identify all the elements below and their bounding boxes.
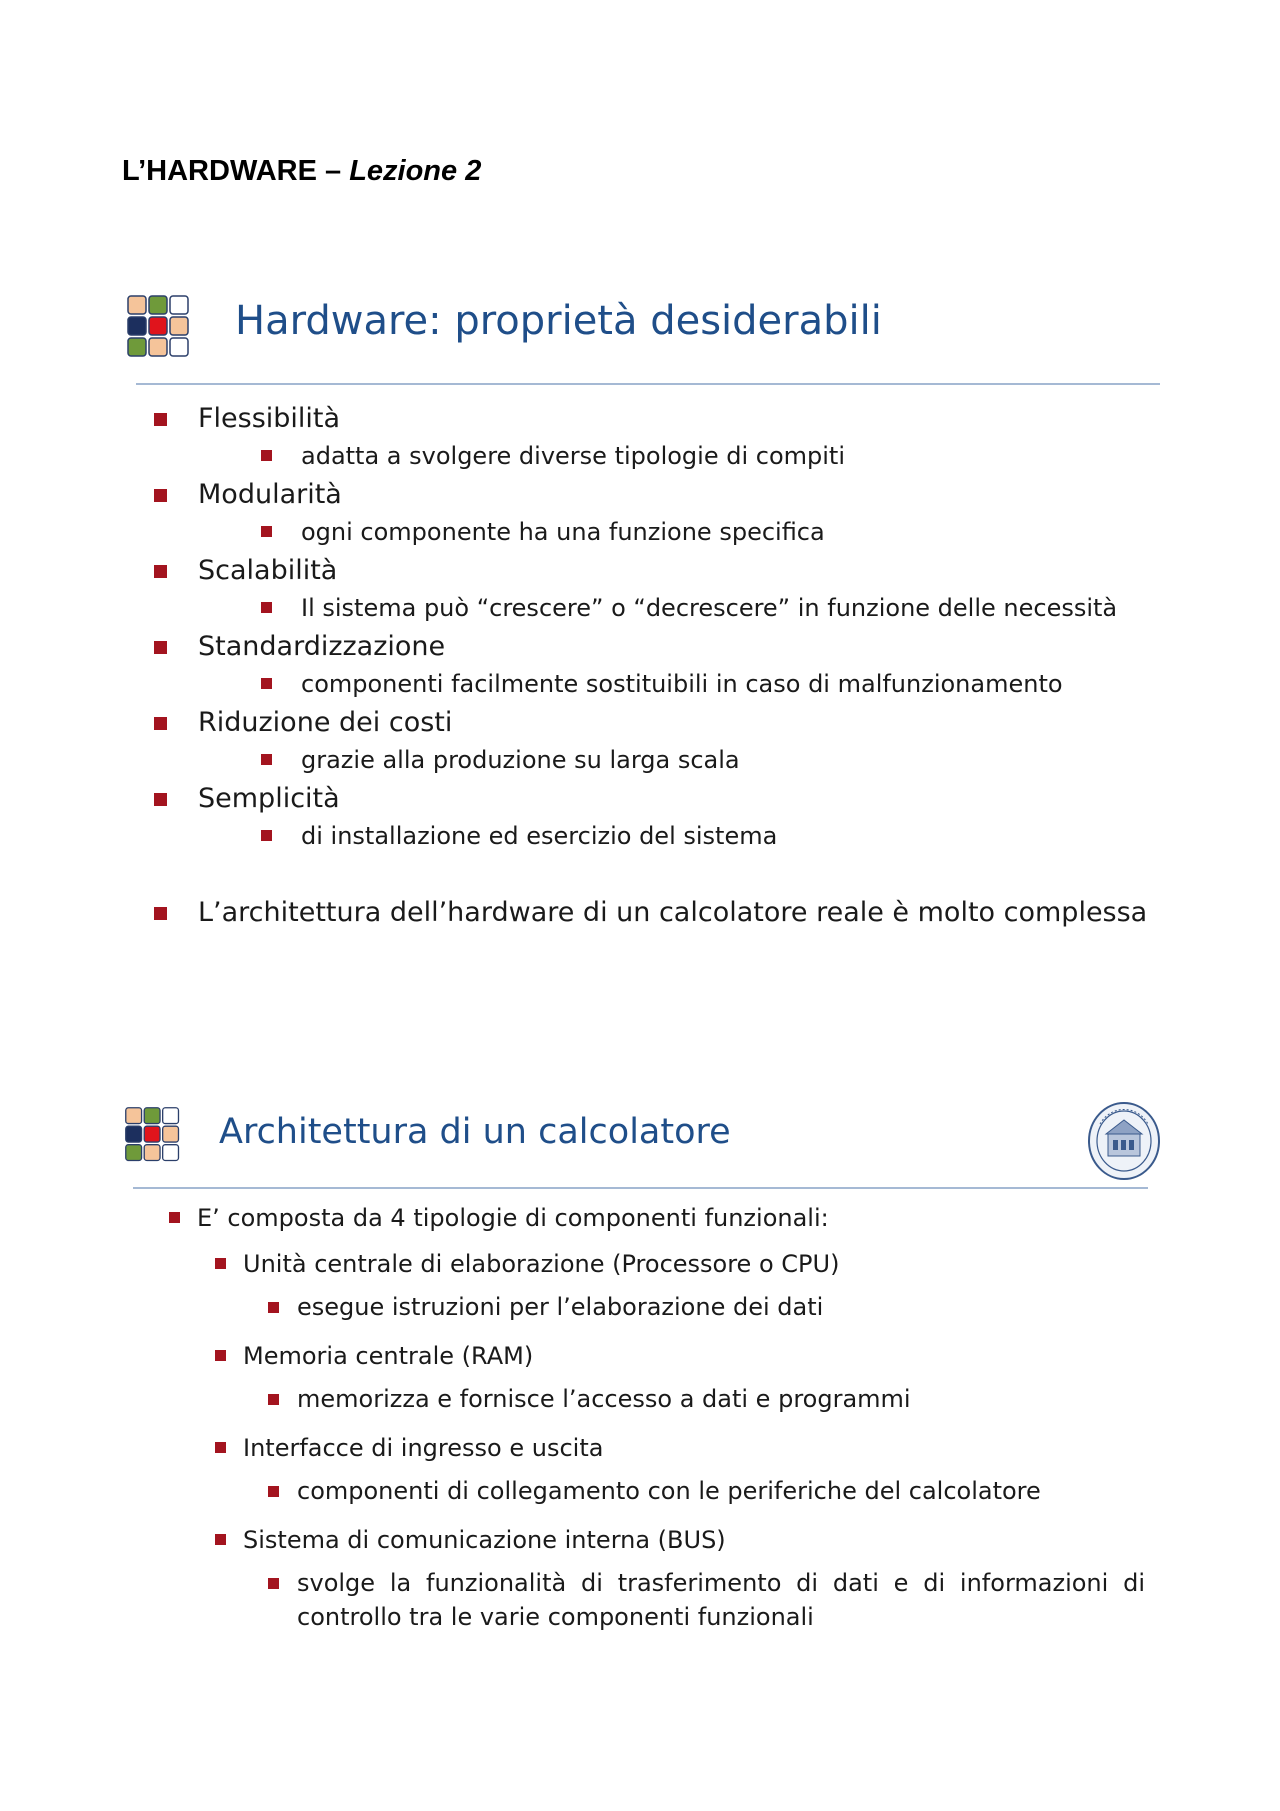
colored-squares-grid-icon: [126, 294, 192, 360]
property-label: Riduzione dei costi: [198, 707, 453, 738]
list-item: [150, 438, 1170, 476]
square-bullet-icon: [215, 1442, 226, 1453]
spacer: [150, 856, 1170, 894]
square-bullet-icon: [268, 1486, 279, 1497]
square-bullet-icon: [215, 1350, 226, 1361]
list-item: [165, 1336, 1145, 1416]
component-description: svolge la funzionalità di trasferimento di dati e di informazioni di controllo tra le varie componenti funzionali: [297, 1569, 1145, 1631]
square-bullet-icon: [154, 717, 167, 730]
list-item: [198, 438, 1170, 478]
list-item: [165, 1428, 1145, 1508]
property-description: adatta a svolgere diverse tipologie di compiti: [301, 442, 845, 470]
list-item: [198, 666, 1170, 706]
component-label: Memoria centrale (RAM): [243, 1342, 534, 1370]
property-label: Standardizzazione: [198, 631, 446, 662]
component-description: esegue istruzioni per l’elaborazione dei dati: [297, 1293, 824, 1321]
list-item: [150, 894, 1170, 932]
square-bullet-icon: [261, 450, 272, 461]
architecture-list: [165, 1198, 1145, 1646]
property-label: Scalabilità: [198, 555, 338, 586]
square-bullet-icon: [268, 1578, 279, 1589]
list-item: [165, 1198, 1145, 1634]
list-item: [198, 818, 1170, 858]
list-item: [198, 742, 1170, 782]
square-bullet-icon: [215, 1534, 226, 1545]
square-bullet-icon: [154, 907, 167, 920]
list-item: [150, 514, 1170, 552]
square-bullet-icon: [261, 754, 272, 765]
list-item: [198, 514, 1170, 554]
colored-squares-grid-icon: [124, 1106, 182, 1164]
list-item: [150, 818, 1170, 856]
property-description: ogni componente ha una funzione specifica: [301, 518, 825, 546]
square-bullet-icon: [154, 413, 167, 426]
list-item: [150, 476, 1170, 514]
square-bullet-icon: [154, 565, 167, 578]
document-title-main: L’HARDWARE –: [122, 155, 350, 187]
list-item: [150, 780, 1170, 818]
property-label: Flessibilità: [198, 403, 341, 434]
property-label: Semplicità: [198, 783, 340, 814]
list-item: [165, 1290, 1145, 1324]
square-bullet-icon: [261, 602, 272, 613]
university-seal-icon: [1086, 1100, 1162, 1186]
component-label: Unità centrale di elaborazione (Processore o CPU): [243, 1250, 840, 1278]
square-bullet-icon: [261, 678, 272, 689]
list-item: [150, 552, 1170, 590]
square-bullet-icon: [154, 489, 167, 502]
component-description: memorizza e fornisce l’accesso a dati e programmi: [297, 1385, 911, 1413]
square-bullet-icon: [268, 1302, 279, 1313]
list-item: [165, 1474, 1145, 1508]
square-bullet-icon: [154, 641, 167, 654]
document-title-lesson: Lezione 2: [349, 155, 482, 187]
square-bullet-icon: [261, 526, 272, 537]
property-description: componenti facilmente sostituibili in caso di malfunzionamento: [301, 670, 1063, 698]
title-divider: [136, 383, 1160, 385]
architecture-intro: E’ composta da 4 tipologie di componenti funzionali:: [197, 1204, 829, 1232]
component-label: Sistema di comunicazione interna (BUS): [243, 1526, 726, 1554]
list-item: [150, 400, 1170, 438]
list-item: [198, 590, 1170, 630]
property-description: Il sistema può “crescere” o “decrescere” in funzione delle necessità: [301, 594, 1118, 622]
slide-title: Hardware: proprietà desiderabili: [235, 298, 882, 344]
component-description: componenti di collegamento con le periferiche del calcolatore: [297, 1477, 1041, 1505]
list-item: [165, 1520, 1145, 1634]
list-item: [150, 590, 1170, 628]
title-divider: [133, 1187, 1148, 1189]
list-item: [165, 1244, 1145, 1324]
list-item: [150, 742, 1170, 780]
square-bullet-icon: [261, 830, 272, 841]
component-label: Interfacce di ingresso e uscita: [243, 1434, 604, 1462]
property-list: [150, 400, 1170, 932]
list-item: [165, 1566, 1145, 1634]
property-label: Modularità: [198, 479, 342, 510]
slide-title: Architettura di un calcolatore: [219, 1112, 731, 1152]
list-item: [150, 628, 1170, 666]
list-item: [150, 704, 1170, 742]
closing-statement: L’architettura dell’hardware di un calcolatore reale è molto complessa: [198, 897, 1148, 928]
square-bullet-icon: [169, 1212, 180, 1223]
list-item: [165, 1382, 1145, 1416]
document-title: [122, 155, 481, 188]
property-description: di installazione ed esercizio del sistema: [301, 822, 778, 850]
square-bullet-icon: [154, 793, 167, 806]
list-item: [150, 666, 1170, 704]
square-bullet-icon: [268, 1394, 279, 1405]
property-description: grazie alla produzione su larga scala: [301, 746, 740, 774]
square-bullet-icon: [215, 1258, 226, 1269]
